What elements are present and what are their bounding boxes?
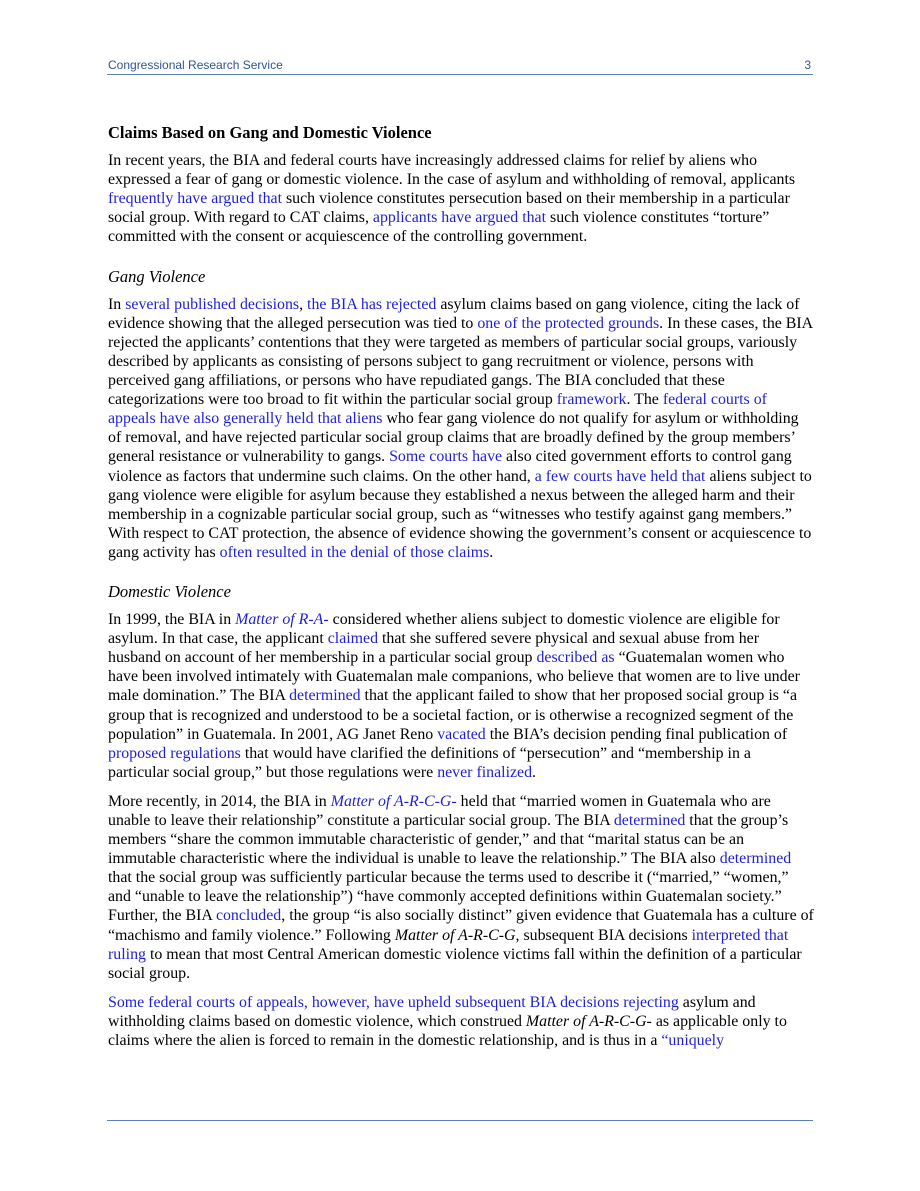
citation-link[interactable]: the BIA has rejected [307,295,437,313]
text: , subsequent BIA decisions [515,926,692,944]
footer-rule [107,1120,813,1121]
citation-link[interactable]: Some courts have [389,448,503,466]
citation-link[interactable]: claimed [327,630,379,648]
case-name: Matter of A-R-C-G- [525,1012,652,1030]
page-number: 3 [804,58,811,72]
text: . [489,543,494,561]
citation-link[interactable]: determined [289,687,361,705]
text: aliens subject to gang violence were eligible for asylum because they established a nexus between the alleged harm and their membership in a cognizable particular social group, such as “witnesses who testify against gang members.” With respect to CAT protection, the absence of evidence showing the government’s consent or acquiescence to gang activity has [108,467,812,561]
text: who fear gang violence do not qualify for asylum or withholding of removal, and have rejected particular social group claims that are broadly defined by the group members’ general resistance or vulnerability to gangs. [108,410,799,466]
text: In [108,295,126,313]
text: considered whether aliens subject to domestic violence are eligible for asylum. In that case, the applicant [108,611,780,648]
text: to mean that most Central American domestic violence victims fall within the definition of a particular social group. [108,945,802,982]
citation-link[interactable]: one of the protected grounds [477,314,660,332]
citation-link[interactable]: a few courts have held that [534,467,706,485]
citation-link[interactable]: proposed regulations [108,744,241,762]
citation-link[interactable]: Some federal courts of appeals, however, have upheld subsequent BIA decisions rejecting [108,993,679,1011]
citation-link[interactable]: often resulted in the denial of those claims [219,543,490,561]
text: such violence constitutes “torture” committed with the consent or acquiescence of the controlling government. [108,209,770,246]
text: also cited government efforts to control gang violence as factors that undermine such claims. On the other hand, [108,448,792,485]
citation-link[interactable]: Matter of R-A- [235,611,329,629]
text: the BIA’s decision pending final publication of [485,725,788,743]
citation-link[interactable]: applicants have argued that [372,209,547,227]
text: such violence constitutes persecution based on their membership in a particular social group. With regard to CAT claims, [108,190,790,227]
citation-link[interactable]: federal courts of appeals have also generally held that aliens [108,391,767,428]
text: that would have clarified the definitions of “persecution” and “membership in a particular social group,” but those regulations were [108,744,751,781]
text: that she suffered severe physical and sexual abuse from her husband on account of her membership in a particular social group [108,630,759,667]
citation-link[interactable]: determined [719,850,792,868]
text: asylum claims based on gang violence, citing the lack of evidence showing that the alleged persecution was tied to [108,295,800,332]
citation-link[interactable]: vacated [437,725,486,743]
citation-link[interactable]: described as [536,649,615,667]
domestic-violence-paragraph-1 [108,610,814,782]
citation-link[interactable]: determined [613,812,686,829]
gang-violence-paragraph [108,295,814,562]
citation-link[interactable]: concluded [215,907,282,925]
citation-link[interactable]: interpreted that ruling [108,926,789,963]
citation-link[interactable]: Matter of A-R-C-G- [330,792,457,810]
citation-link[interactable]: several published decisions [125,295,300,313]
text: . In these cases, the BIA rejected the applicants’ contentions that they were targeted as members of particular social groups, variously described by applicants as consisting of persons subject to gang recruitment or violence, persons with perceived gang affiliations, or persons who have repudiated gangs. The BIA concluded that these categorizations were too broad to fit within the particular social group [108,314,813,409]
citation-link[interactable]: “uniquely [661,1032,725,1050]
text: that the group’s members “share the common immutable characteristic of gender,” and that “marital status can be an immutable characteristic where the individual is unable to leave the relationship.” The BIA also [108,812,789,868]
text: held that “married women in Guatemala who are unable to leave their relationship” constitute a particular social group. The BIA [108,792,771,829]
page-header [107,58,813,75]
citation-link[interactable]: never finalized [437,763,533,781]
domestic-violence-paragraph-2 [108,792,814,983]
intro-paragraph [108,151,814,246]
text: , the group “is also socially distinct” given evidence that Guatemala has a culture of “machismo and family violence.” Following [108,907,814,944]
text: In 1999, the BIA in [108,611,236,629]
text: More recently, in 2014, the BIA in [108,792,331,810]
text: that the social group was sufficiently particular because the terms used to describe it (“married,” “women,” and “unable to leave the relationship”) “have commonly accepted definitions within Guatemalan society.” Further, the BIA [108,869,789,925]
header-source: Congressional Research Service [108,58,283,72]
text: that the applicant failed to show that her proposed social group is “a group that is recognized and understood to be a societal faction, or is otherwise a recognized segment of the population” in Guatemala. In 2001, AG Janet Reno [108,687,798,743]
text: as applicable only to claims where the alien is forced to remain in the domestic relationship, and is thus in a [108,1012,787,1050]
citation-link[interactable]: frequently have argued that [108,190,282,208]
text: , [299,295,308,313]
text: . The [626,391,663,409]
subheading-gang-violence: Gang Violence [108,266,206,286]
text: . [532,763,537,781]
citation-link[interactable]: framework [556,391,627,409]
text: asylum and withholding claims based on domestic violence, which construed [108,993,756,1030]
section-title: Claims Based on Gang and Domestic Violence [108,123,432,142]
case-name: Matter of A-R-C-G [394,926,516,944]
text: In recent years, the BIA and federal courts have increasingly addressed claims for relief by aliens who expressed a fear of gang or domestic violence. In the case of asylum and withholding of removal, applicants [108,152,796,189]
subheading-domestic-violence: Domestic Violence [108,581,231,601]
domestic-violence-paragraph-3 [108,993,814,1050]
document-body [108,123,814,1060]
text: “Guatemalan women who have been involved intimately with Guatemalan male companions, who believe that women are to live under male domination.” The BIA [108,649,800,705]
